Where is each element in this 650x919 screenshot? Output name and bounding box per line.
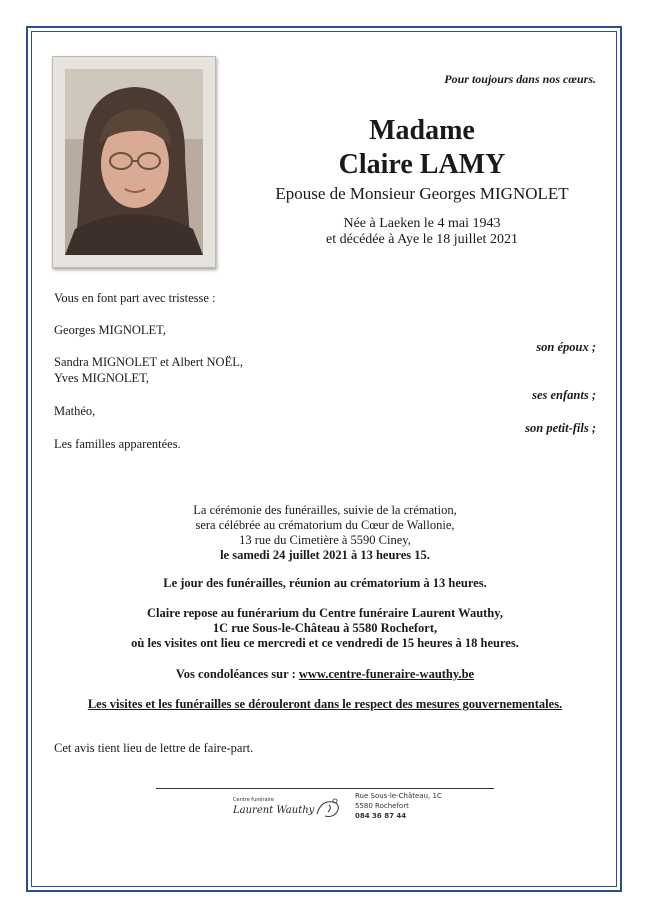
closing-line: Cet avis tient lieu de lettre de faire-part.	[54, 741, 254, 755]
ceremony-line: La cérémonie des funérailles, suivie de la crémation,	[193, 503, 457, 517]
family-name: Georges MIGNOLET,	[54, 323, 167, 337]
footer-phone: 084 36 87 44	[355, 812, 407, 820]
family-name: Mathéo,	[54, 404, 96, 418]
footer-address-city: 5580 Rochefort	[355, 802, 409, 810]
deceased-name: Claire LAMY	[338, 149, 506, 180]
funeral-home-logo	[229, 792, 345, 824]
ceremony-date: le samedi 24 juillet 2021 à 13 heures 15.	[220, 548, 430, 562]
family-name: Sandra MIGNOLET et Albert NOËL,	[54, 355, 243, 369]
funerarium-line: Claire repose au funérarium du Centre funéraire Laurent Wauthy,	[147, 606, 503, 620]
family-role: son petit-fils ;	[525, 421, 596, 435]
footer-address-street: Rue Sous-le-Château, 1C	[355, 792, 442, 800]
measures-notice: Les visites et les funérailles se dérouleront dans le respect des mesures gouvernementales.	[87, 697, 563, 711]
family-role: son époux ;	[536, 340, 596, 354]
death-line: et décédée à Aye le 18 juillet 2021	[326, 232, 518, 247]
logo-name-text: Laurent Wauthy	[233, 805, 315, 816]
motto: Pour toujours dans nos cœurs.	[444, 72, 596, 86]
portrait-frame	[52, 56, 216, 268]
funerarium-address: 1C rue Sous-le-Château à 5580 Rochefort,	[212, 621, 438, 635]
family-name: Yves MIGNOLET,	[54, 371, 150, 385]
portrait-photo	[65, 69, 203, 255]
logo-small-text: Centre funéraire	[233, 797, 275, 803]
condolences-link[interactable]: www.centre-funeraire-wauthy.be	[298, 667, 475, 681]
ceremony-line: sera célébrée au crématorium du Cœur de Wallonie,	[195, 518, 455, 532]
family-role: ses enfants ;	[532, 388, 596, 402]
spouse-line: Epouse de Monsieur Georges MIGNOLET	[275, 184, 569, 203]
condolences-line	[32, 667, 618, 682]
intro-line: Vous en font part avec tristesse :	[54, 291, 216, 305]
condolences-label: Vos condoléances sur :	[175, 667, 299, 681]
ceremony-line: 13 rue du Cimetière à 5590 Ciney,	[239, 533, 411, 547]
honorific: Madame	[369, 115, 475, 146]
birth-line: Née à Laeken le 4 mai 1943	[343, 216, 501, 231]
footer-divider	[156, 788, 494, 789]
visiting-hours: où les visites ont lieu ce mercredi et ce vendredi de 15 heures à 18 heures.	[131, 636, 519, 650]
meeting-line: Le jour des funérailles, réunion au crématorium à 13 heures.	[163, 576, 487, 590]
family-name: Les familles apparentées.	[54, 437, 181, 451]
